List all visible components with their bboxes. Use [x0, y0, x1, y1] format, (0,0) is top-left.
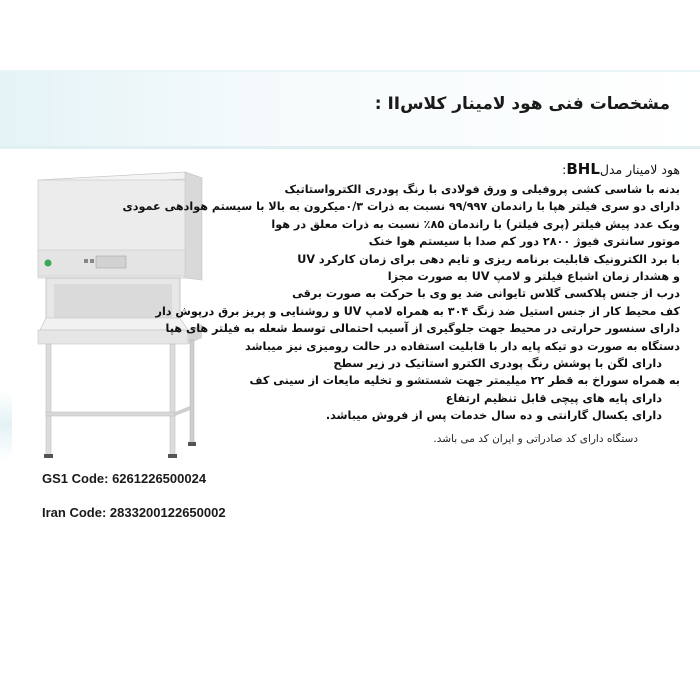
spec-line: با برد الکترونیک قابلیت برنامه ریزی و تایم دهی برای زمان کارکرد UV	[297, 252, 680, 266]
page-title: مشخصات فنی هود لامینار کلاسII :	[374, 94, 670, 114]
spec-line: بدنه با شاسی کشی پروفیلی و ورق فولادی با رنگ پودری الکترواستاتیک	[284, 183, 680, 196]
iran-code: Iran Code: 2833200122650002	[42, 505, 226, 520]
gs1-code: GS1 Code: 6261226500024	[42, 471, 207, 486]
spec-line: و هشدار زمان اشباع فیلتر و لامپ UV به صورت مجزا	[387, 270, 680, 284]
stand-leg-front-right	[170, 344, 175, 456]
spec-line: دارای دو سری فیلتر هپا با راندمان ۹۹/۹۹۷ نسبت به ذرات ۰/۳میکرون به بالا با سیستم هوادهی عمودی	[122, 200, 680, 214]
stand-leg-back-right	[190, 340, 194, 444]
stand-foot-left	[44, 454, 53, 458]
spec-line: به همراه سوراخ به قطر ۲۲ میلیمتر جهت شستشو و تخلیه مایعات از سینی کف	[249, 374, 680, 388]
decorative-stripe	[0, 390, 12, 460]
stand-leg-front-left	[46, 344, 51, 456]
stand-crossbar-side	[175, 406, 190, 416]
stand-crossbar-front	[46, 412, 175, 416]
spec-line: دارای لگن با پوشش رنگ پودری الکترو استاتیک در زیر سطح	[333, 357, 662, 371]
hood-side-face	[185, 172, 202, 280]
control-button-1	[84, 259, 88, 263]
control-button-2	[90, 259, 94, 263]
product-codes	[42, 468, 226, 524]
model-label: هود لامینار مدل	[599, 162, 680, 177]
spec-line: دستگاه به صورت دو تیکه پایه دار با قابلیت استفاده در حالت رومیزی نیز میباشد	[245, 339, 680, 353]
model-code: BHL	[566, 160, 600, 178]
export-code-note: دستگاه دارای کد صادراتی و ایران کد می باشد.	[433, 432, 638, 445]
spec-line: موتور سانتری فیوژ ۲۸۰۰ دور کم صدا با سیستم هوا خنک	[368, 235, 680, 249]
model-line: هود لامینار مدلBHL:	[562, 160, 680, 178]
spec-line: دارای سنسور حرارتی در محیط جهت جلوگیری از آسیب احتمالی توسط شعله به فیلتر های هپا	[165, 322, 680, 336]
spec-block	[122, 160, 680, 447]
spec-line: کف محیط کار از جنس استیل ضد زنگ ۳۰۴ به همراه لامپ UV و روشنایی و پریز برق درپوش دار	[155, 304, 680, 318]
spec-line: ویک عدد پیش فیلتر (پری فیلتر) با راندمان ۸۵٪ نسبت به ذرات معلق در هوا	[271, 217, 680, 231]
power-button	[45, 260, 52, 267]
stand-foot-right	[168, 454, 177, 458]
spec-line: درب از جنس پلاکسی گلاس تایوانی ضد یو وی با حرکت به صورت برقی	[292, 287, 680, 301]
stand-foot-back	[188, 442, 196, 446]
hood-inner-back	[54, 284, 172, 318]
control-display	[96, 256, 126, 268]
spec-line: دارای یکسال گارانتی و ده سال خدمات پس از فروش میباشد.	[325, 409, 662, 423]
spec-line: دارای پایه های پیچی قابل تنظیم ارتفاع	[445, 391, 662, 405]
